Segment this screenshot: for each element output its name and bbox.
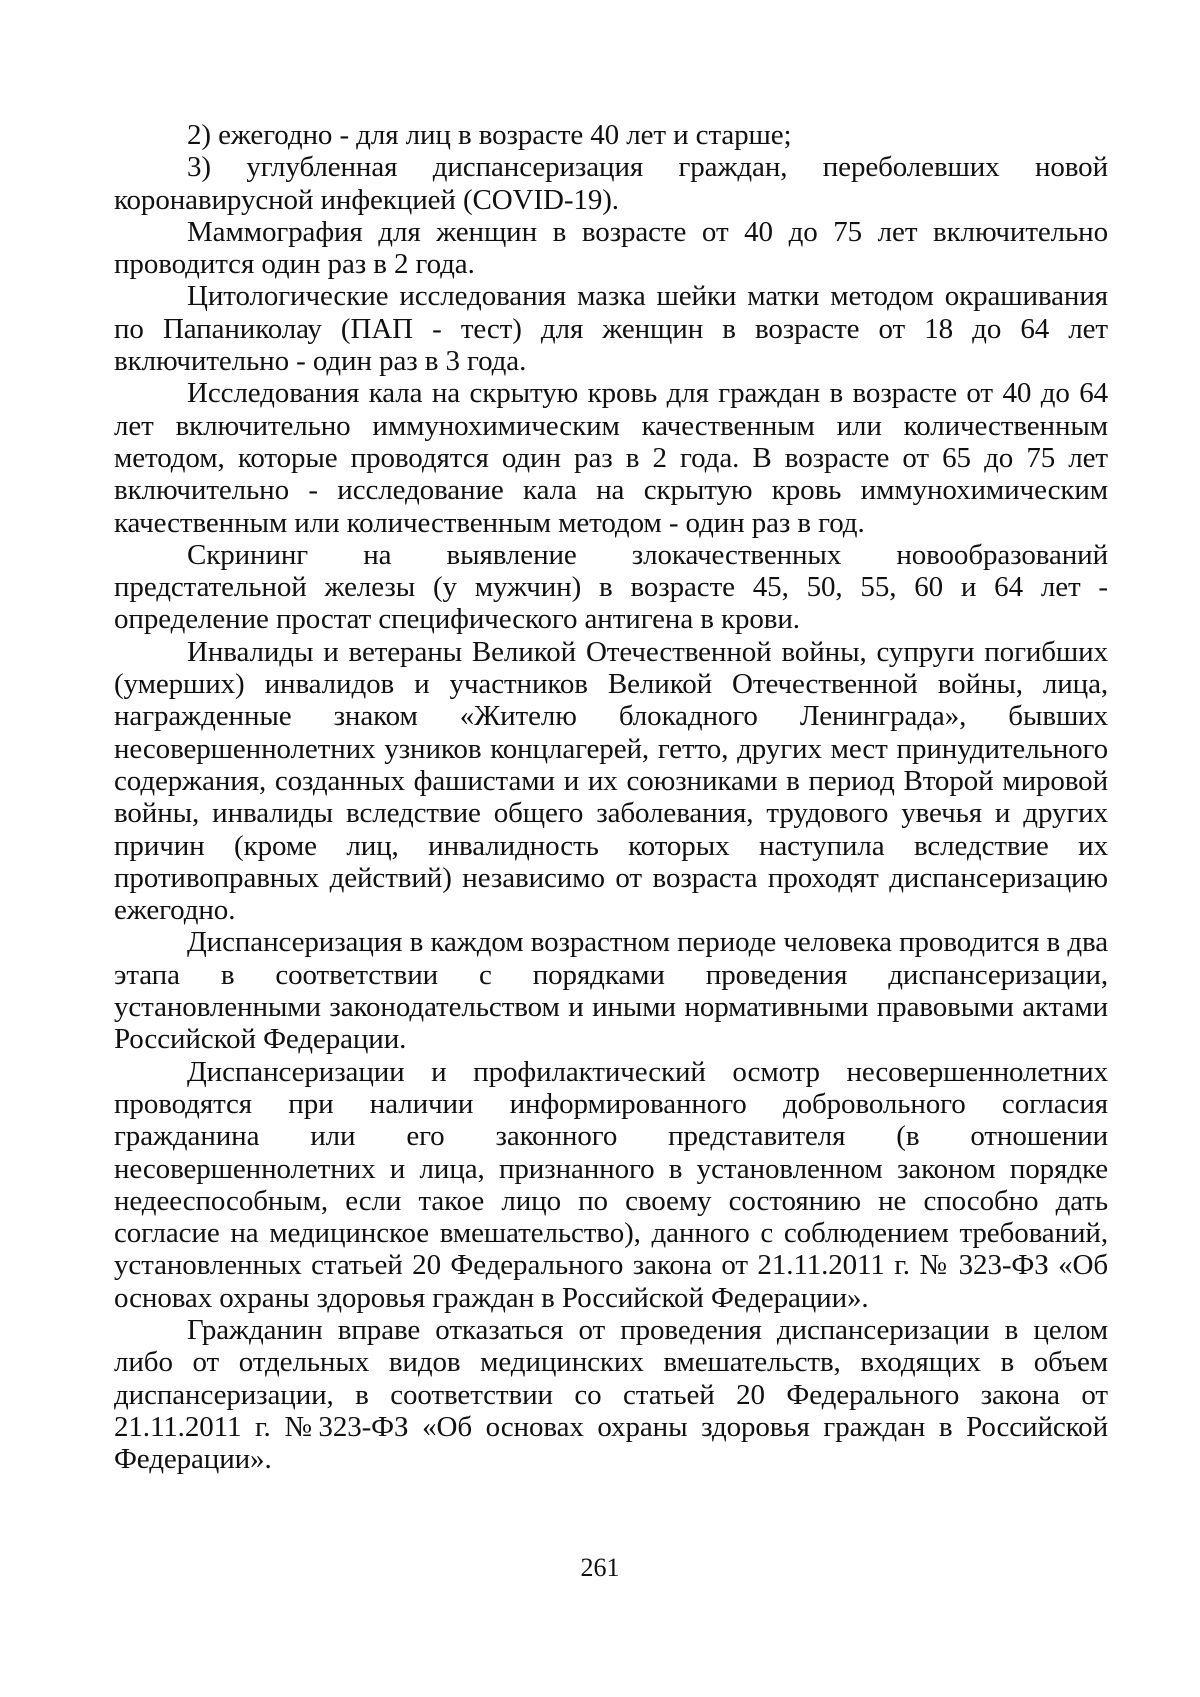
paragraph-covid-dispensary: 3) углубленная диспансеризация граждан, переболевших новой коронавирусной инфекцией (COVID-19). [114,151,1108,216]
page-number: 261 [580,1553,620,1582]
paragraph-informed-consent: Диспансеризации и профилактический осмотр несовершеннолетних проводятся при наличии информированного добровольного согласия гражданина или его законного представителя (в отношении несовершеннолетних и лица, признанного в установленном законом порядке недееспособным, если такое лицо по своему состоянию не способно дать согласие на медицинское вмешательство), данного с соблюдением требований, установленных статьей 20 Федерального закона от 21.11.2011 г. № 323-ФЗ «Об основах охраны здоровья граждан в Российской Федерации». [114,1055,1108,1314]
paragraph-prostate-screening: Скрининг на выявление злокачественных новообразований предстательной железы (у мужчин) в возрасте 45, 50, 55, 60 и 64 лет - определение простат специфического антигена в крови. [114,538,1108,636]
paragraph-annual-40-plus: 2) ежегодно - для лиц в возрасте 40 лет и старше; [187,119,792,151]
paragraph-veterans: Инвалиды и ветераны Великой Отечественной войны, супруги погибших (умерших) инвалидов и участников Великой Отечественной войны, лица, награжденные знаком «Жителю блокадного Ленинграда», бывших несовершеннолетних узников концлагерей, гетто, других мест принудительного содержания, созданных фашистами и их союзниками в период Второй мировой войны, инвалиды вследствие общего заболевания, трудового увечья и других причин (кроме лиц, инвалидность которых наступила вследствие их противоправных действий) независимо от возраста проходят диспансеризацию ежегодно. [114,635,1108,927]
paragraph-cytology: Цитологические исследования мазка шейки матки методом окрашивания по Папаниколау (ПАП - тест) для женщин в возрасте от 18 до 64 лет включительно - один раз в 3 года. [114,280,1108,378]
paragraph-occult-blood-test: Исследования кала на скрытую кровь для граждан в возрасте от 40 до 64 лет включительно иммунохимическим качественным или количественным методом, которые проводятся один раз в 2 года. В возрасте от 65 до 75 лет включительно - исследование кала на скрытую кровь иммунохимическим качественным или количественным методом - один раз в год. [114,377,1108,539]
paragraph-two-stages: Диспансеризация в каждом возрастном периоде человека проводится в два этапа в соответствии с порядками проведения диспансеризации, установленными законодательством и иными нормативными правовыми актами Российской Федерации. [114,926,1108,1056]
paragraph-right-to-refuse: Гражданин вправе отказаться от проведения диспансеризации в целом либо от отдельных видов медицинских вмешательств, входящих в объем диспансеризации, в соответствии со статьей 20 Федерального закона от 21.11.2011 г. №323-ФЗ «Об основах охраны здоровья граждан в Российской Федерации». [114,1313,1108,1476]
document-body [114,119,1108,1475]
paragraph-mammography: Маммография для женщин в возрасте от 40 до 75 лет включительно проводится один раз в 2 года. [114,215,1108,281]
